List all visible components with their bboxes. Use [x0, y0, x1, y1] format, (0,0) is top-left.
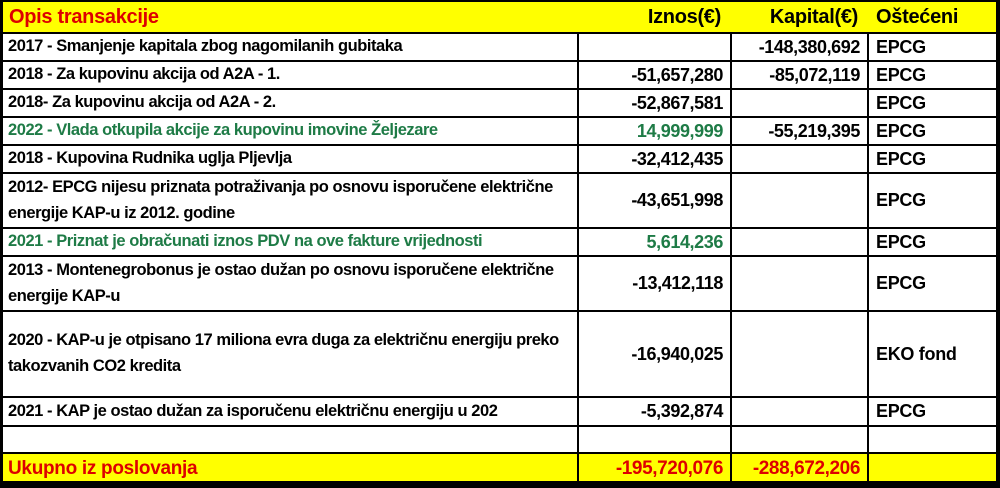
kapital-cell [731, 89, 868, 117]
iznos-cell: -43,651,998 [578, 173, 731, 228]
table-row [3, 145, 996, 173]
osteceni-cell: EPCG [868, 256, 996, 311]
header-row [3, 2, 996, 33]
table-row [3, 228, 996, 256]
kapital-cell: -55,219,395 [731, 117, 868, 145]
opis-cell: 2022 - Vlada otkupila akcije za kupovinu imovine Željezare [3, 117, 578, 145]
osteceni-cell: EPCG [868, 33, 996, 61]
column-header-iznos: Iznos(€) [578, 2, 731, 33]
iznos-cell: -5,392,874 [578, 397, 731, 426]
table-row [3, 33, 996, 61]
osteceni-cell: EPCG [868, 117, 996, 145]
transactions-table [3, 2, 996, 483]
opis-cell: 2018 - Za kupovinu akcija od A2A - 1. [3, 61, 578, 89]
iznos-cell: 5,614,236 [578, 228, 731, 256]
total-label: Ukupno iz poslovanja [3, 453, 578, 483]
osteceni-cell: EPCG [868, 228, 996, 256]
iznos-cell: -52,867,581 [578, 89, 731, 117]
opis-cell: 2017 - Smanjenje kapitala zbog nagomilanih gubitaka [3, 33, 578, 61]
kapital-cell [731, 145, 868, 173]
osteceni-cell: EPCG [868, 397, 996, 426]
osteceni-cell: EPCG [868, 89, 996, 117]
kapital-cell [731, 311, 868, 397]
opis-cell: 2013 - Montenegrobonus je ostao dužan po osnovu isporučene električne energije KAP-u [3, 256, 578, 311]
kapital-cell [731, 256, 868, 311]
total-row [3, 453, 996, 483]
table-row [3, 61, 996, 89]
iznos-cell: 14,999,999 [578, 117, 731, 145]
kapital-cell [731, 228, 868, 256]
column-header-opis: Opis transakcije [3, 2, 578, 33]
table-row [3, 397, 996, 426]
kapital-cell [731, 397, 868, 426]
opis-cell: 2012- EPCG nijesu priznata potraživanja po osnovu isporučene električne energije KAP-u iz 2012. godine [3, 173, 578, 228]
iznos-cell [578, 33, 731, 61]
iznos-cell: -16,940,025 [578, 311, 731, 397]
table-row [3, 426, 996, 453]
osteceni-cell: EPCG [868, 145, 996, 173]
table-row [3, 311, 996, 397]
total-osteceni [868, 453, 996, 483]
opis-cell [3, 426, 578, 453]
opis-cell: 2021 - KAP je ostao dužan za isporučenu električnu energiju u 202 [3, 397, 578, 426]
iznos-cell: -51,657,280 [578, 61, 731, 89]
table-row [3, 117, 996, 145]
iznos-cell: -13,412,118 [578, 256, 731, 311]
total-iznos: -195,720,076 [578, 453, 731, 483]
opis-cell: 2020 - KAP-u je otpisano 17 miliona evra duga za električnu energiju preko takozvanih CO2 kredita [3, 311, 578, 397]
opis-cell: 2018 - Kupovina Rudnika uglja Pljevlja [3, 145, 578, 173]
table-row [3, 89, 996, 117]
osteceni-cell: EKO fond [868, 311, 996, 397]
iznos-cell: -32,412,435 [578, 145, 731, 173]
kapital-cell: -148,380,692 [731, 33, 868, 61]
table-row [3, 256, 996, 311]
column-header-kapital: Kapital(€) [731, 2, 868, 33]
iznos-cell [578, 426, 731, 453]
osteceni-cell [868, 426, 996, 453]
column-header-osteceni: Oštećeni [868, 2, 996, 33]
table-row [3, 173, 996, 228]
kapital-cell [731, 426, 868, 453]
kapital-cell: -85,072,119 [731, 61, 868, 89]
opis-cell: 2021 - Priznat je obračunati iznos PDV na ove fakture vrijednosti [3, 228, 578, 256]
opis-cell: 2018- Za kupovinu akcija od A2A - 2. [3, 89, 578, 117]
osteceni-cell: EPCG [868, 61, 996, 89]
total-kapital: -288,672,206 [731, 453, 868, 483]
osteceni-cell: EPCG [868, 173, 996, 228]
kapital-cell [731, 173, 868, 228]
